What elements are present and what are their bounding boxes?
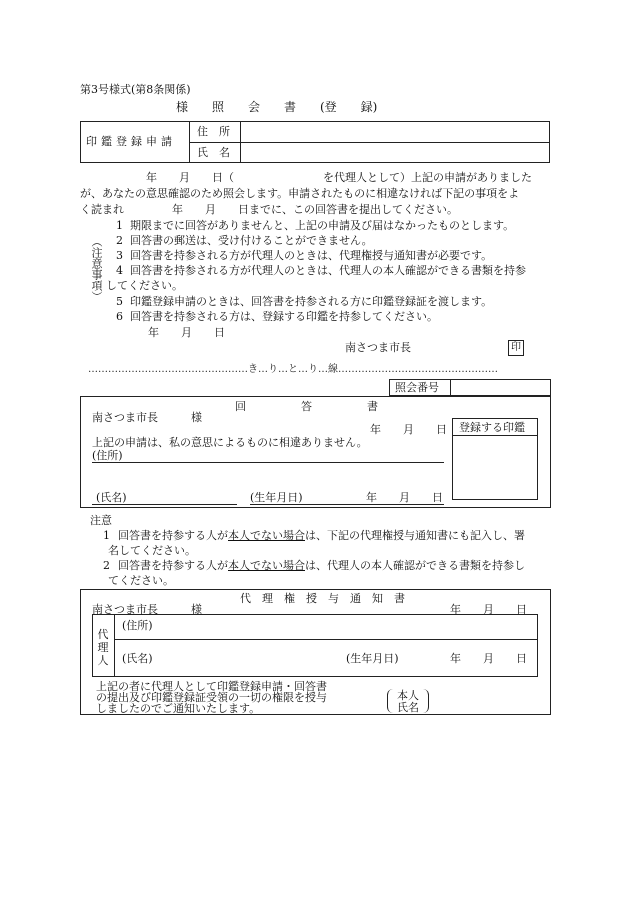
principal-label-1: 本人 [397, 689, 419, 702]
page-title: 様 照 会 書 (登 録) [176, 100, 378, 114]
application-label: 印鑑登録申請 [86, 135, 176, 148]
reply-birthdate: 年 月 日 [366, 491, 443, 504]
principal-label-2: 氏名 [397, 701, 419, 714]
agent-name-field[interactable] [160, 645, 340, 667]
note-4: 回答書を持参される方が代理人のときは、代理人の本人確認ができる書類を持参 [130, 264, 526, 277]
reference-number-label: 照会番号 [395, 381, 439, 394]
reply-birthdate-label: (生年月日) [250, 491, 303, 504]
note-6-num: 6 [116, 310, 123, 323]
note-6: 回答書を持参される方は、登録する印鑑を持参してください。 [130, 310, 438, 323]
agent-address-field[interactable] [160, 617, 532, 635]
proxy-statement-line2: の提出及び印鑑登録証受領の一切の権限を授与 [96, 691, 327, 704]
note-2: 回答書の郵送は、受け付けることができません。 [130, 234, 373, 247]
reply-note-2-cont: てください。 [108, 574, 174, 587]
intro-line1: を代理人として）上記の申請がありました [323, 171, 532, 184]
issue-date: 年 月 日 [148, 326, 225, 339]
reply-addressee: 南さつま市長 様 [92, 411, 202, 424]
note-5-num: 5 [116, 295, 123, 308]
cut-line: …………………………………………き…り…と…り…線………………………………………… [88, 364, 498, 375]
reply-name-field[interactable] [130, 489, 234, 503]
intro-deadline: 年 月 日までに、この回答書を提出してください。 [172, 203, 458, 216]
note-1: 期限までに回答がありませんと、上記の申請及び届はなかったものとします。 [130, 219, 515, 232]
intro-line3-start: く読まれ [80, 203, 124, 216]
principal-name-field[interactable] [432, 689, 542, 713]
proxy-title: 代 理 権 授 与 通 知 書 [240, 592, 405, 605]
reply-title: 回 答 書 [235, 400, 378, 413]
reply-note-2-num: 2 [103, 559, 110, 572]
reply-statement: 上記の申請は、私の意思によるものに相違ありません。 [92, 436, 368, 449]
agent-birthdate: 年 月 日 [450, 652, 527, 665]
note-3-num: 3 [116, 249, 123, 262]
official-seal-mark: 印 [508, 340, 524, 356]
agent-address-label: (住所) [122, 619, 153, 632]
applicant-address-field[interactable] [244, 124, 546, 140]
proxy-date: 年 月 日 [450, 603, 527, 616]
reply-name-label: (氏名) [96, 491, 127, 504]
reply-address-label: (住所) [92, 449, 123, 462]
note-2-num: 2 [116, 234, 123, 247]
issuer: 南さつま市長 [345, 341, 411, 354]
reply-notes-heading: 注意 [90, 514, 112, 527]
applicant-name-field[interactable] [244, 145, 546, 161]
proxy-addressee: 南さつま市長 様 [92, 603, 202, 616]
intro-date: 年 月 日（ [146, 171, 234, 184]
note-4-num: 4 [116, 264, 123, 277]
agent-name-label: (氏名) [122, 652, 153, 665]
agent-label: 代理人 [97, 628, 109, 667]
proxy-statement-line1: 上記の者に代理人として印鑑登録申請・回答書 [96, 680, 327, 693]
form-number: 第3号様式(第8条関係) [80, 83, 191, 96]
address-label: 住 所 [197, 125, 230, 138]
reply-date: 年 月 日 [370, 423, 447, 436]
note-3: 回答書を持参される方が代理人のときは、代理権授与通知書が必要です。 [130, 249, 493, 262]
reply-address-field[interactable] [130, 447, 440, 461]
reply-note-1-cont: 名してください。 [108, 544, 196, 557]
note-4-cont: してください。 [106, 279, 183, 292]
agent-birthdate-label: (生年月日) [346, 652, 399, 665]
proxy-statement-line3: しましたのでご通知いたします。 [96, 702, 261, 715]
intro-line2: が、あなたの意思確認のため照会します。申請されたものに相違なければ下記の事項をよ [80, 187, 520, 200]
note-1-num: 1 [116, 219, 123, 232]
reply-note-2: 回答書を持参する人が本人でない場合は、代理人の本人確認ができる書類を持参し [118, 559, 525, 572]
reference-number-field[interactable] [454, 381, 548, 394]
reply-note-1: 回答書を持参する人が本人でない場合は、下記の代理権授与通知書にも記入し、署 [118, 529, 525, 542]
registered-seal-label: 登録する印鑑 [459, 421, 525, 434]
note-5: 印鑑登録申請のときは、回答書を持参される方に印鑑登録証を渡します。 [130, 295, 493, 308]
reply-note-1-num: 1 [103, 529, 110, 542]
name-label: 氏 名 [197, 146, 230, 159]
notes-label: （注意事項） [90, 236, 103, 302]
